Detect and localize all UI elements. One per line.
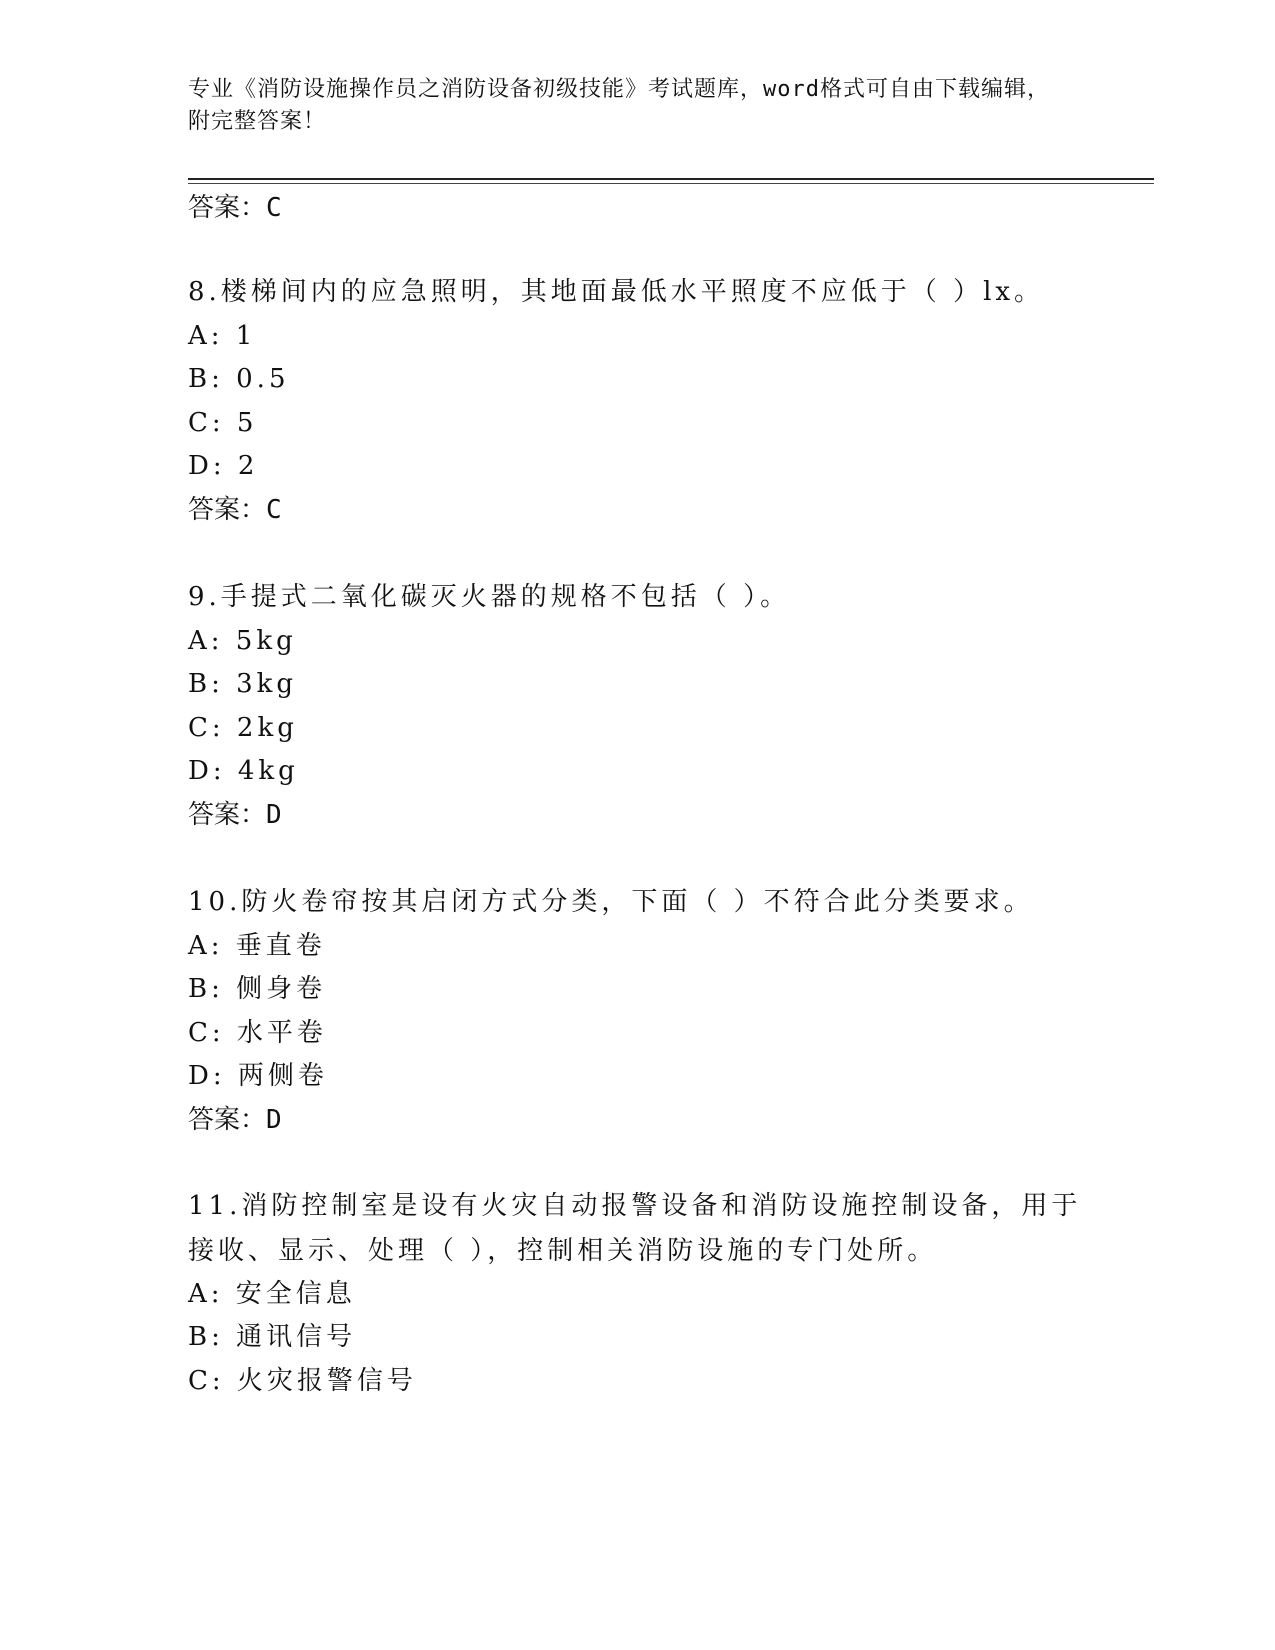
question-8-option-a: A: 1: [188, 321, 257, 351]
question-8-option-b: B: 0.5: [188, 364, 290, 394]
question-11-option-b: B: 通讯信号: [188, 1322, 357, 1352]
question-9-option-c: C: 2kg: [188, 713, 298, 743]
question-10-option-a: A: 垂直卷: [188, 931, 326, 961]
question-9-option-d: D: 4kg: [188, 756, 299, 786]
document-header: 专业《消防设施操作员之消防设备初级技能》考试题库，word格式可自由下载编辑，附完整答案！: [188, 77, 1050, 134]
question-11-option-a: A: 安全信息: [188, 1279, 356, 1309]
question-10-text: 10.防火卷帘按其启闭方式分类，下面（ ）不符合此分类要求。: [188, 887, 1034, 917]
question-10-option-d: D: 两侧卷: [188, 1061, 328, 1091]
question-11-text: 11.消防控制室是设有火灾自动报警设备和消防设施控制设备，用于接收、显示、处理（ ），控制相关消防设施的专门处所。: [188, 1191, 1082, 1266]
header-divider-thick: [188, 178, 1154, 180]
question-9-answer: 答案：D: [188, 800, 282, 830]
question-9-option-b: B: 3kg: [188, 669, 298, 699]
question-10-option-c: C: 水平卷: [188, 1018, 327, 1048]
question-10-option-b: B: 侧身卷: [188, 974, 327, 1004]
previous-answer: 答案：C: [188, 193, 282, 223]
question-8-answer: 答案：C: [188, 495, 282, 525]
question-8-option-d: D: 2: [188, 451, 259, 481]
question-8-text: 8.楼梯间内的应急照明，其地面最低水平照度不应低于（ ）lx。: [188, 277, 1045, 307]
header-divider-thin: [188, 183, 1154, 184]
question-8-option-c: C: 5: [188, 408, 258, 438]
question-11-option-c: C: 火灾报警信号: [188, 1366, 417, 1396]
question-9-option-a: A: 5kg: [188, 626, 297, 656]
question-9-text: 9.手提式二氧化碳灭火器的规格不包括（ ）。: [188, 582, 791, 612]
question-10-answer: 答案：D: [188, 1105, 282, 1135]
